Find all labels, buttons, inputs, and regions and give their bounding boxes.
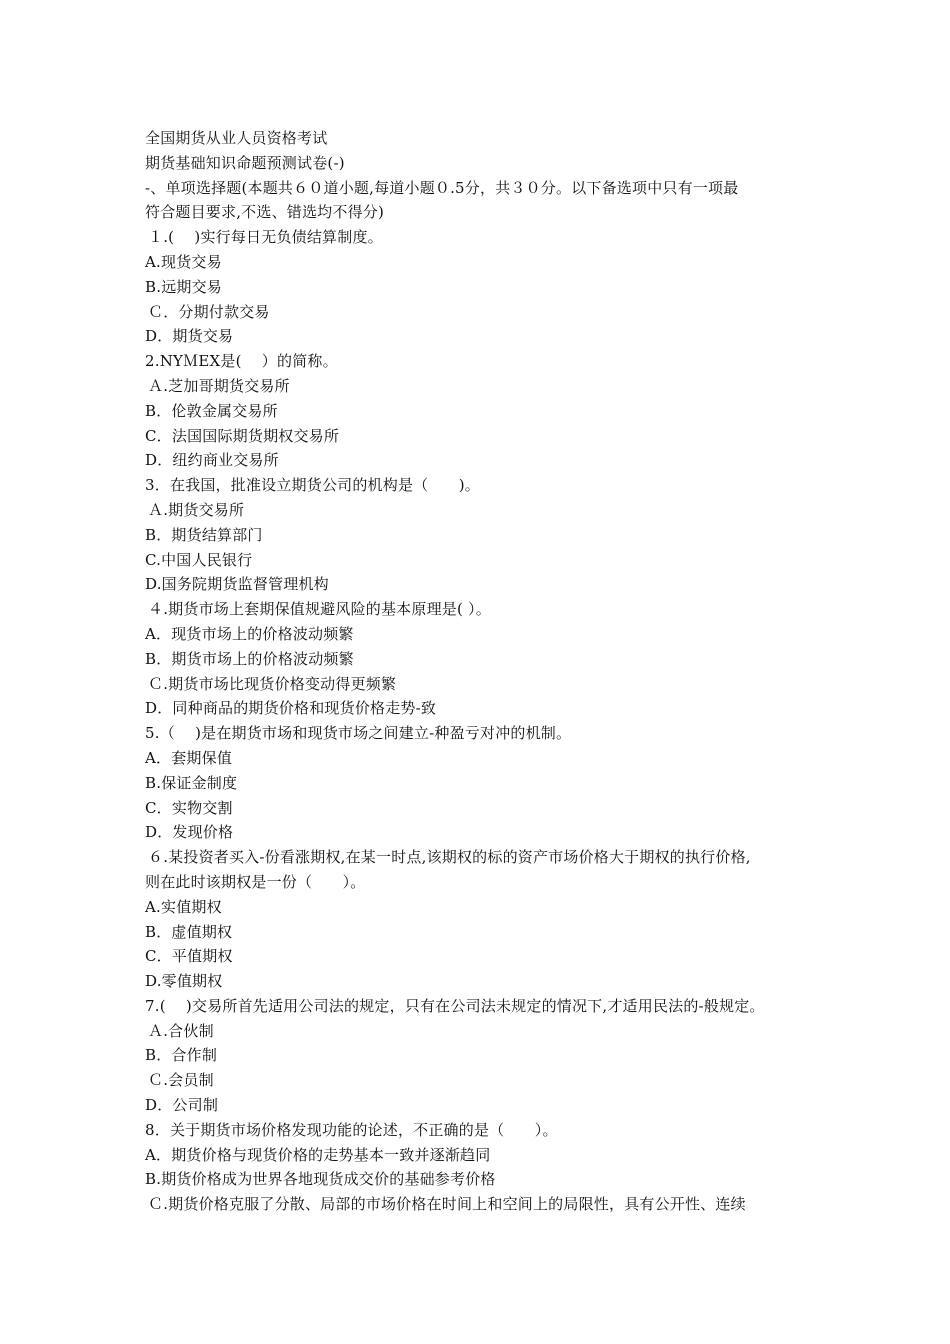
option-line: A.实值期权 [145,897,222,916]
option-line: B．虚值期权 [145,922,233,941]
section-heading-line-2: 符合题目要求,不选、错选均不得分) [145,203,385,222]
option-line: Ｃ.期货市场比现货价格变动得更频繁 [148,674,397,693]
question-6: ６.某投资者买入-份看涨期权,在某一时点,该期权的标的资产市场价格大于期权的执行价格, [148,848,751,867]
option-line: B．合作制 [145,1046,218,1065]
section-heading-line-1: -、单项选择题(本题共６０道小题,每道小题０.5分，共３０分。以下备选项中只有一项最 [145,178,739,197]
option-line: B．期货结算部门 [145,525,263,544]
question-3: 3．在我国，批准设立期货公司的机构是（ )。 [145,476,480,495]
question-4: ４.期货市场上套期保值规避风险的基本原理是( ）。 [148,600,491,619]
option-line: Ｃ.期货价格克服了分散、局部的市场价格在时间上和空间上的局限性，具有公开性、连续 [148,1195,746,1214]
option-line: B．期货市场上的价格波动频繁 [145,649,354,668]
option-line: D．纽约商业交易所 [145,451,279,470]
option-line: B.期货价格成为世界各地现货成交价的基础参考价格 [145,1170,496,1189]
question-8: 8．关于期货市场价格发现功能的论述，不正确的是（ ）。 [145,1120,558,1139]
option-line: Ｃ．分期付款交易 [148,302,270,321]
option-line: Ｃ.会员制 [148,1071,214,1090]
option-line: D.国务院期货监督管理机构 [145,575,329,594]
option-line: B．伦敦金属交易所 [145,401,278,420]
option-line: D．公司制 [145,1096,219,1115]
question-7: 7.( )交易所首先适用公司法的规定，只有在公司法未规定的情况下,才适用民法的-般规定。 [145,996,765,1015]
option-line: B.远期交易 [145,277,222,296]
option-line: A.现货交易 [145,252,222,271]
option-line: Ａ.合伙制 [148,1021,214,1040]
option-line: D.零值期权 [145,972,223,991]
option-line: A．期货价格与现货价格的走势基本一致并逐渐趋同 [145,1145,491,1164]
question-2: 2.NYＭEX是( ）的简称。 [145,352,338,371]
document-subtitle: 期货基础知识命题预测试卷(-) [145,153,345,172]
document-title: 全国期货从业人员资格考试 [145,129,328,147]
option-line: C．法国国际期货期权交易所 [145,426,340,445]
document-body [145,126,825,1217]
question-5: 5.（ )是在期货市场和现货市场之间建立-种盈亏对冲的机制。 [145,724,572,743]
option-line: C．平值期权 [145,947,233,966]
option-line: D．同种商品的期货价格和现货价格走势-致 [145,699,437,718]
option-line: C．实物交割 [145,798,233,817]
option-line: B.保证金制度 [145,773,238,792]
question-6-continued: 则在此时该期权是一份（ ）。 [145,872,366,891]
option-line: D．发现价格 [145,823,234,842]
question-1: １.( )实行每日无负债结算制度。 [148,228,383,247]
option-line: A．套期保值 [145,748,233,767]
option-line: D．期货交易 [145,327,234,346]
option-line: C.中国人民银行 [145,550,253,569]
option-line: Ａ.期货交易所 [148,500,245,519]
option-line: A．现货市场上的价格波动频繁 [145,624,354,643]
option-line: Ａ.芝加哥期货交易所 [148,376,290,395]
